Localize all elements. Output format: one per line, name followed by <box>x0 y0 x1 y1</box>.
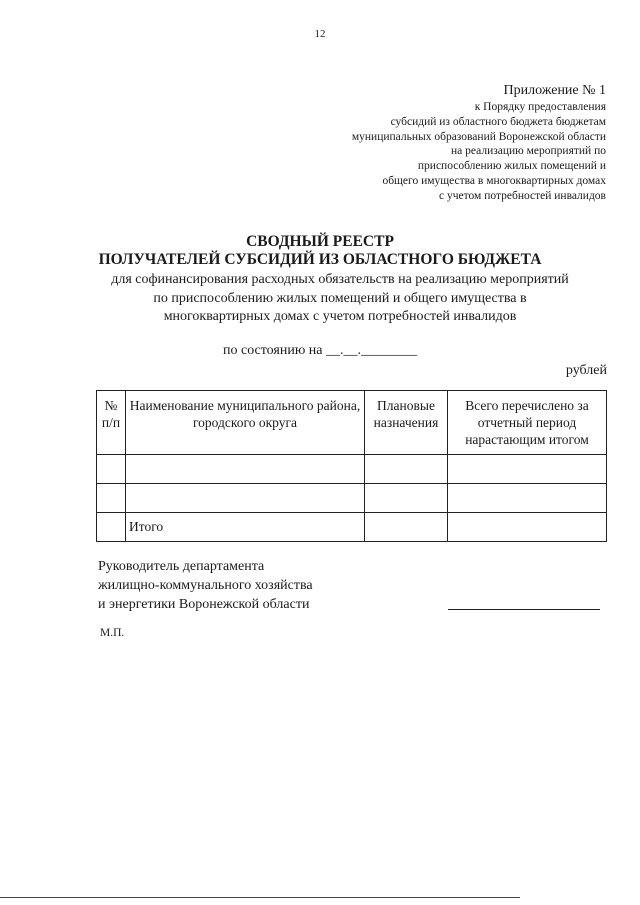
signature-line: жилищно-коммунального хозяйства <box>98 578 313 593</box>
table-cell <box>365 455 448 484</box>
currency-unit: рублей <box>565 363 607 378</box>
table-cell <box>126 484 365 513</box>
table-cell <box>97 513 126 542</box>
table-cell <box>448 455 607 484</box>
document-title: СВОДНЫЙ РЕЕСТР <box>246 233 394 250</box>
table-cell <box>365 484 448 513</box>
appendix-line: субсидий из областного бюджета бюджетам <box>390 115 606 128</box>
signature-line: и энергетики Воронежской области <box>98 597 310 612</box>
appendix-line: муниципальных образований Воронежской области <box>351 130 606 143</box>
table-cell <box>365 513 448 542</box>
table-row <box>97 455 607 484</box>
signature-block <box>98 557 313 614</box>
appendix-block <box>352 82 606 204</box>
signature-line: Руководитель департамента <box>98 559 265 574</box>
document-subtitle <box>60 271 620 327</box>
appendix-line: на реализацию мероприятий по <box>451 145 606 158</box>
appendix-line: приспособлению жилых помещений и <box>417 160 606 173</box>
table-cell <box>97 455 126 484</box>
header-transferred: Всего перечислено за отчетный период нарастающим итогом <box>448 391 607 455</box>
table-row <box>97 484 607 513</box>
subtitle-line: по приспособлению жилых помещений и общего имущества в <box>153 290 527 306</box>
bottom-divider <box>0 897 520 898</box>
header-municipality: Наименование муниципального района, городского округа <box>126 391 365 455</box>
table-cell <box>97 484 126 513</box>
page-number: 12 <box>314 28 326 40</box>
table-total-row <box>97 513 607 542</box>
signature-underline <box>448 609 600 610</box>
appendix-line: к Порядку предоставления <box>474 101 606 113</box>
as-of-date: по состоянию на __.__.________ <box>222 343 418 358</box>
header-planned: Плановые назначения <box>365 391 448 455</box>
total-label: Итого <box>126 513 365 542</box>
document-title-line2: ПОЛУЧАТЕЛЕЙ СУБСИДИЙ ИЗ ОБЛАСТНОГО БЮДЖЕТА <box>98 251 542 268</box>
appendix-line: с учетом потребностей инвалидов <box>439 189 606 202</box>
appendix-line: общего имущества в многоквартирных домах <box>382 174 606 187</box>
registry-table <box>96 390 607 542</box>
subtitle-line: многоквартирных домах с учетом потребностей инвалидов <box>163 309 517 324</box>
table-cell <box>126 455 365 484</box>
table-cell <box>448 513 607 542</box>
subtitle-line: для софинансирования расходных обязательств на реализацию мероприятий <box>111 272 569 287</box>
header-number: № п/п <box>97 391 126 455</box>
appendix-title: Приложение № 1 <box>503 83 606 98</box>
stamp-place: М.П. <box>100 627 125 639</box>
table-header-row <box>97 391 607 455</box>
table-cell <box>448 484 607 513</box>
